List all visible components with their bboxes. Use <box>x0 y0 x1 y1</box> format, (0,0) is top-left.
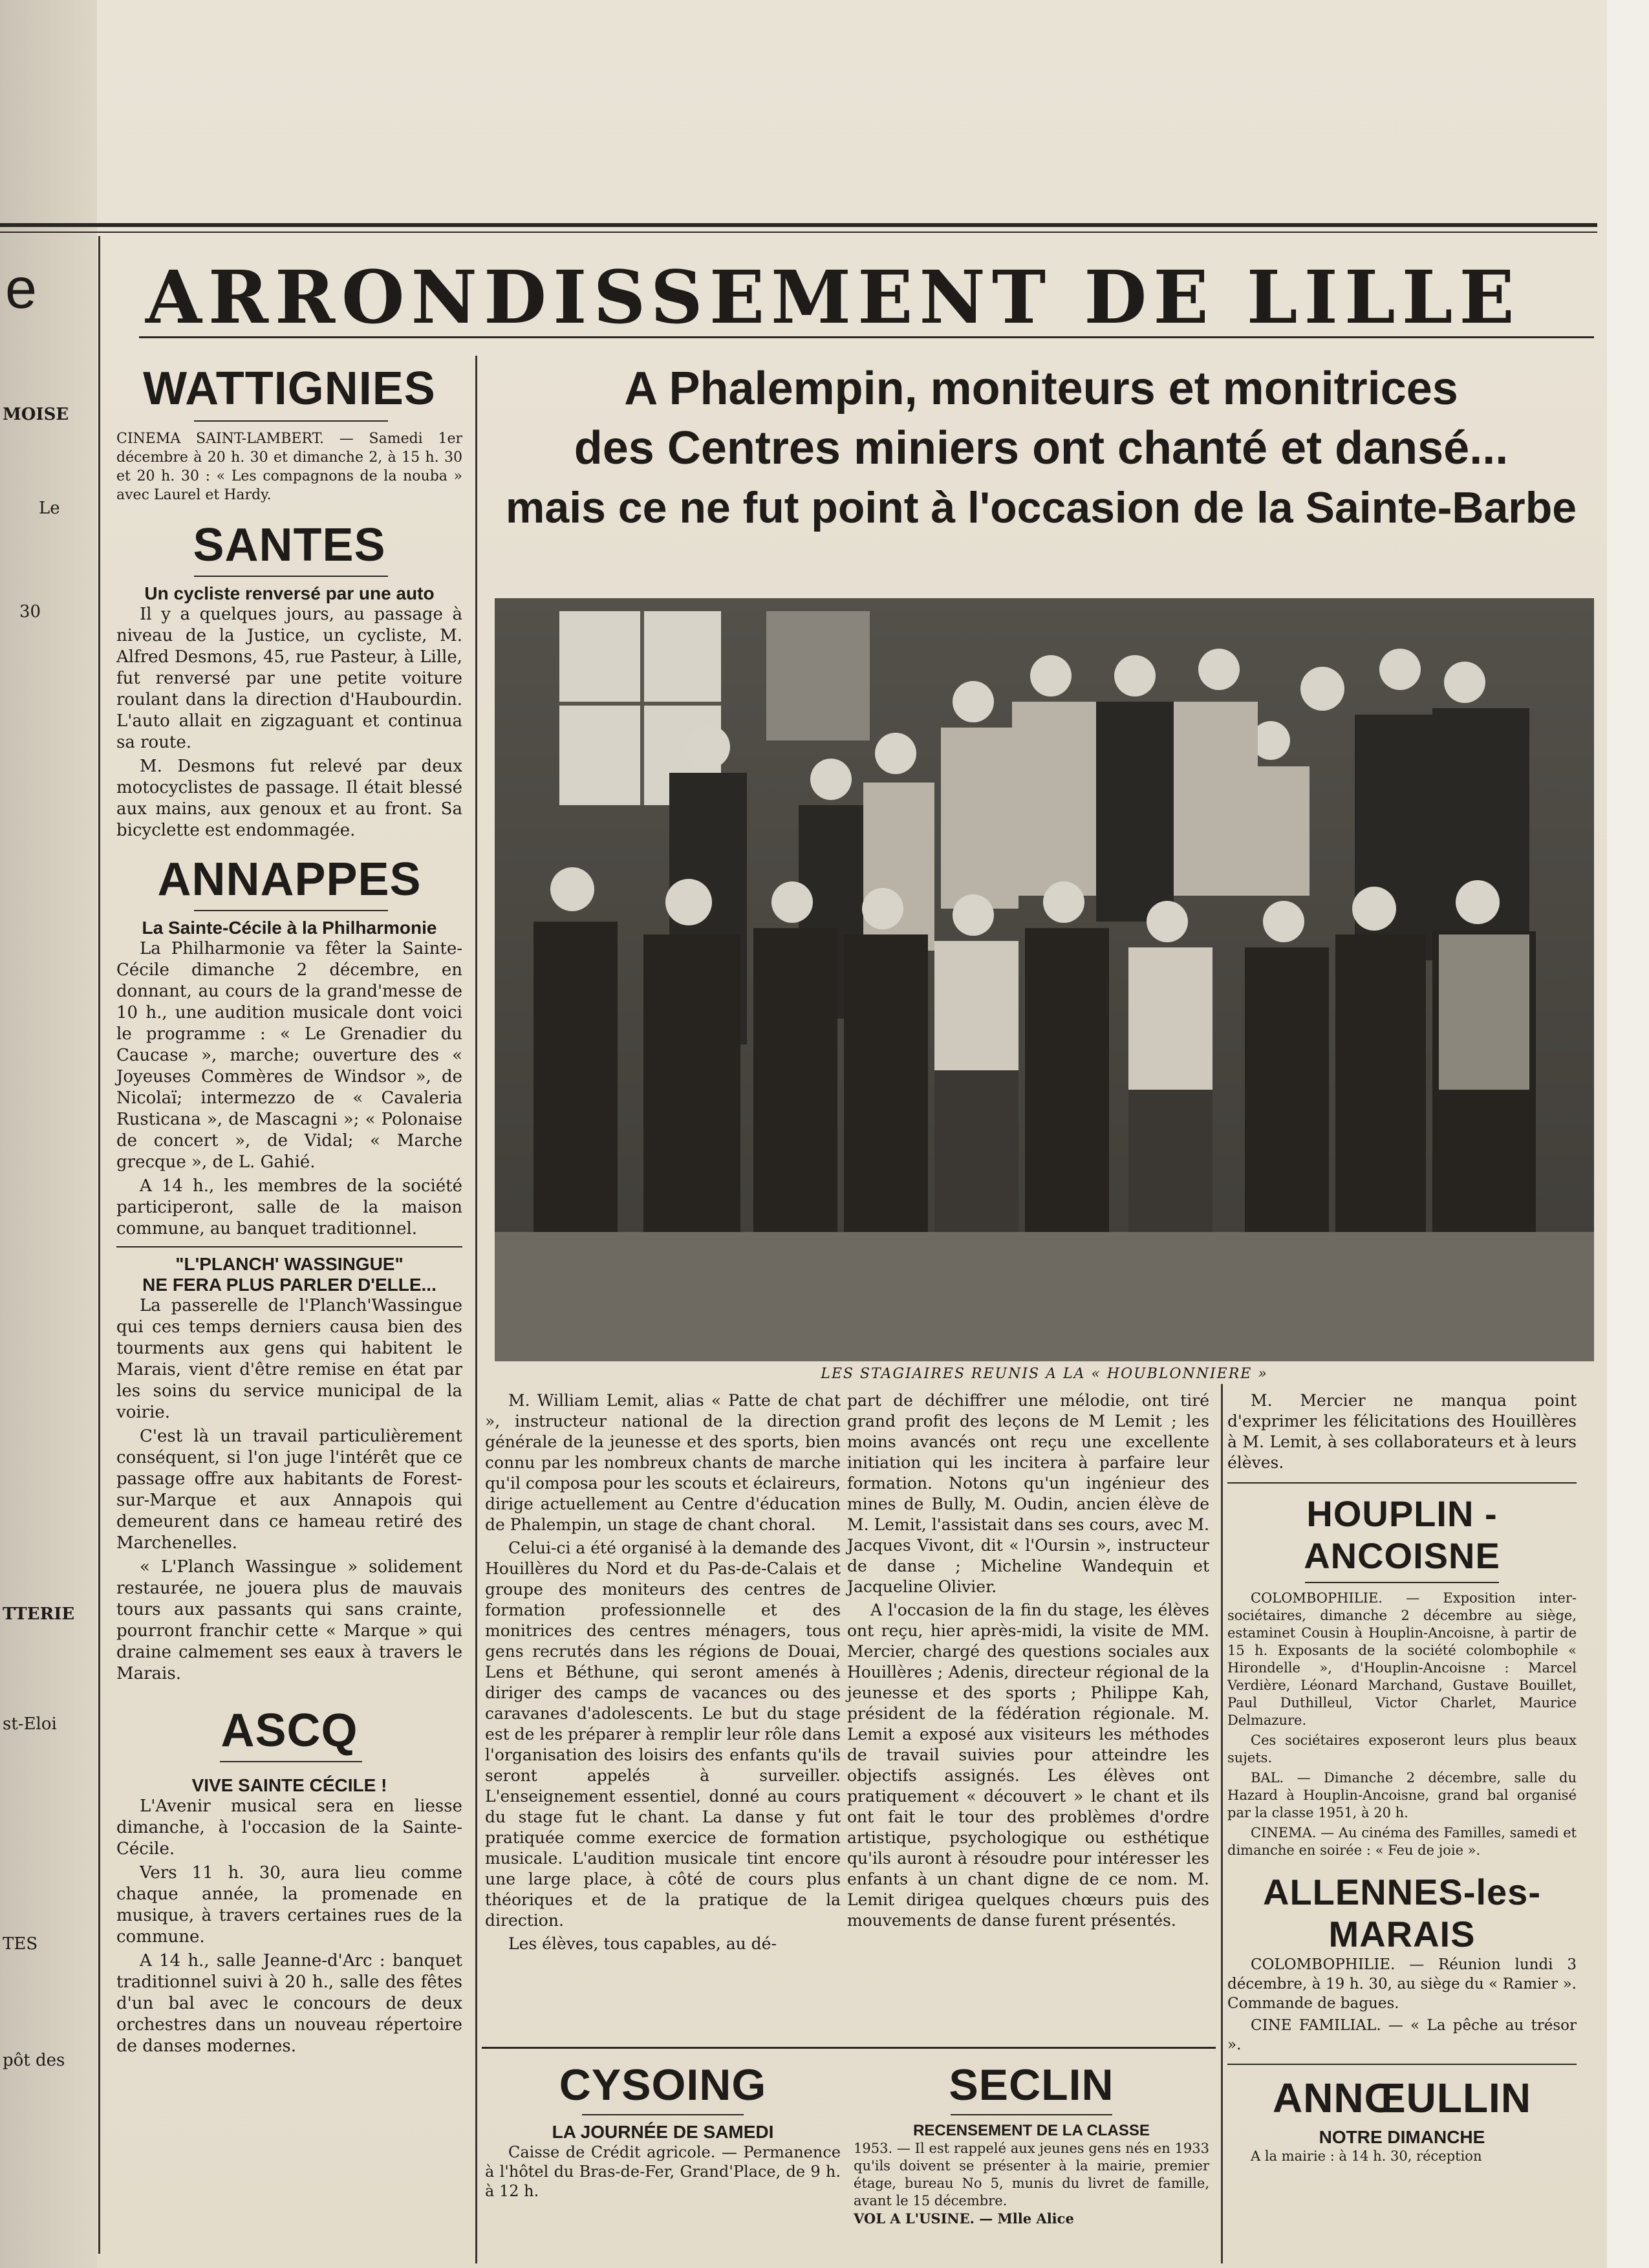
paragraph: part de déchiffrer une mélodie, ont tiré grand profit des leçons de M Lemit ; les moins avancés ont reçu une excellente initiation qui les incitera à parfaire leur formation. Notons qu'un ingénieur des mines de Bully, M. Oudin, ancien élève de M. Lemit, l'assistait dans ses cours, avec M. Jacques Vivont, dit « l'Oursin », instructeur de danse ; Micheline Wandequin et Jacqueline Olivier. <box>847 1391 1209 1596</box>
left-column <box>116 362 462 2060</box>
allennes-body <box>1227 1955 1577 2055</box>
heading-rule <box>194 910 388 911</box>
paragraph: BAL. — Dimanche 2 décembre, salle du Hazard à Houplin-Ancoisne, grand bal organisé par la classe 1951, à 20 h. <box>1227 1770 1577 1820</box>
left-margin-fragment: 30 <box>19 602 41 621</box>
paragraph: COLOMBOPHILIE. — Réunion lundi 3 décembre, à 19 h. 30, au siège du « Ramier ». Commande de bagues. <box>1227 1956 1577 2012</box>
ascq-body <box>116 1796 462 2057</box>
paragraph: C'est là un travail particulièrement conséquent, si l'on juge l'intérêt que ce passage offre aux habitants de Forest-sur-Marque et aux Annapois qui demeurent dans ce hameau retiré des Marchenelles. <box>116 1427 462 1553</box>
left-margin-fragment: e <box>5 256 37 320</box>
heading-rule <box>194 420 388 422</box>
article-col-2 <box>847 1390 1209 1934</box>
article-col-1 <box>485 1390 841 1957</box>
paragraph: M. Desmons fut relevé par deux motocyclistes de passage. Il était blessé aux mains, aux genoux et au front. Sa bicyclette est endommagée. <box>116 757 462 840</box>
left-margin-fragment: pôt des <box>3 2051 65 2070</box>
santes-body <box>116 604 462 841</box>
seclin-block <box>854 2060 1209 2227</box>
cysoing-text: Caisse de Crédit agricole. — Permanence à l'hôtel du Bras-de-Fer, Grand'Place, de 9 h. à 12 h. <box>485 2143 841 2200</box>
paragraph: La Philharmonie va fêter la Sainte-Cécile dimanche 2 décembre, en donnant, au cours de la grand'messe de 10 h., une audition musicale dont voici le programme : « Le Grenadier du Caucase », marche; ouverture des « Joyeuses Commères de Windsor », de Nicolaï; intermezzo de « Cavaleria Rusticana », de Mascagni »; « Polonaise de concert », de Vidal; « Marche grecque », de L. Gahié. <box>116 939 462 1172</box>
top-rule <box>0 223 1597 227</box>
heading-rule <box>194 576 388 577</box>
annappes-body <box>116 938 462 1240</box>
column-divider <box>1221 1384 1223 2263</box>
left-margin-fragment: TTERIE <box>3 1604 75 1624</box>
headline-line-2: des Centres miniers ont chanté et dansé... <box>574 422 1509 474</box>
cysoing-subtitle: LA JOURNÉE DE SAMEDI <box>552 2122 774 2142</box>
paragraph: COLOMBOPHILIE. — Exposition inter-sociétaires, dimanche 2 décembre au siège, estaminet Cousin à Houplin-Ancoisne, à partir de 15 h. Exposants de la société colombophile « Hirondelle », d'Houplin-Ancoisne : Marcel Verdière, Léonard Marchand, Gustave Bouillet, Paul Duthilleul, Victor Charlet, Maurice Delmazure. <box>1227 1590 1577 1728</box>
heading-rule <box>220 1761 362 1762</box>
town-heading-annoeullin: ANNŒULLIN <box>1272 2075 1532 2121</box>
main-headline <box>491 359 1591 537</box>
town-heading-houplin: HOUPLIN - ANCOISNE <box>1304 1493 1500 1576</box>
heading-rule <box>1305 1582 1499 1583</box>
paragraph: Ces sociétaires exposeront leurs plus beaux sujets. <box>1227 1733 1577 1766</box>
heading-rule <box>582 2114 744 2115</box>
paragraph: L'Avenir musical sera en liesse dimanche, à l'occasion de la Sainte-Cécile. <box>116 1797 462 1859</box>
article-separator <box>1227 1482 1577 1484</box>
left-margin-fragment: MOISE <box>3 405 69 424</box>
town-heading-santes: SANTES <box>193 519 386 571</box>
left-margin-fragment: st-Eloi <box>3 1714 57 1734</box>
photo-caption: LES STAGIAIRES REUNIS A LA « HOUBLONNIERE » <box>821 1366 1268 1382</box>
left-margin-fragment: Le <box>39 499 60 518</box>
paragraph: Celui-ci a été organisé à la demande des Houillères du Nord et du Pas-de-Calais et groupe des moniteurs des centres de formation professionnelle et des monitrices des centres ménagers, tous gens recrutés dans les régions de Douai, Lens et Béthune, qui seront amenés à diriger des camps de vacances ou des caravanes d'adolescents. Le but du stage est de les préparer à remplir leur rôle dans l'organisation des loisirs des enfants qu'ils seront appelés à surveiller. L'enseignement essentiel, donné au cours du stage fut le chant. La danse y fut pratiquée comme exercice de formation musicale. L'audition musicale tint encore une large place, à côté de cours plus théoriques et de la pratique de la direction. <box>485 1539 841 1930</box>
group-photo <box>495 598 1594 1361</box>
town-heading-annappes: ANNAPPES <box>157 854 422 905</box>
section-title: ARRONDISSEMENT DE LILLE <box>146 255 1521 340</box>
planch-subtitle-1: "L'PLANCH' WASSINGUE" <box>175 1254 404 1274</box>
column-divider <box>475 356 477 2263</box>
paragraph: « L'Planch Wassingue » solidement restaurée, ne jouera plus de mauvais tours aux passants qui sans crainte, pourront franchir cette « Marque » qui draine calmement ses eaux à travers le Marais. <box>116 1557 462 1683</box>
paragraph: Vers 11 h. 30, aura lieu comme chaque année, la promenade en musique, à travers certaines rues de la commune. <box>116 1863 462 1947</box>
headline-line-3: mais ce ne fut point à l'occasion de la Sainte-Barbe <box>505 483 1577 532</box>
planch-subtitle-2: NE FERA PLUS PARLER D'ELLE... <box>142 1275 436 1295</box>
top-rule-thin <box>0 232 1597 233</box>
town-heading-ascq: ASCQ <box>221 1705 358 1756</box>
town-heading-wattignies: WATTIGNIES <box>143 363 436 415</box>
paragraph: CINE FAMILIAL. — « La pêche au trésor ». <box>1227 2017 1577 2053</box>
ascq-subtitle: VIVE SAINTE CÉCILE ! <box>191 1775 387 1795</box>
planch-body <box>116 1295 462 1685</box>
seclin-text-2: VOL A L'USINE. — Mlle Alice <box>854 2210 1074 2227</box>
paragraph: M. William Lemit, alias « Patte de chat », instructeur national de la direction générale de la jeunesse et des sports, bien connu par les nombreux chants de marche qu'il composa pour les scouts et éclaireurs, dirige actuellement au Centre d'éducation de Phalempin, un stage de chant choral. <box>485 1391 841 1534</box>
santes-subtitle: Un cycliste renversé par une auto <box>144 583 435 603</box>
heading-rule <box>951 2114 1112 2115</box>
town-heading-allennes: ALLENNES-les-MARAIS <box>1263 1872 1541 1954</box>
paragraph: Il y a quelques jours, au passage à niveau de la Justice, un cycliste, M. Alfred Desmons, 45, rue Pasteur, à Lille, fut renversé par une petite voiture roulant dans la direction d'Haubourdin. L'auto allait en zigzaguant et continua sa route. <box>116 605 462 752</box>
town-heading-cysoing: CYSOING <box>559 2060 767 2110</box>
column-divider <box>98 236 100 2254</box>
article-col-3: M. Mercier ne manqua point d'exprimer les félicitations des Houillères à M. Lemit, à ses collaborateurs et à leurs élèves. <box>1227 1391 1577 1472</box>
headline-line-1: A Phalempin, moniteurs et monitrices <box>624 363 1458 415</box>
paragraph: La passerelle de l'Planch'Wassingue qui ces temps derniers causa bien des tourments aux gens qui habitent le Marais, vient d'être remise en état par les soins du service municipal de la voirie. <box>116 1296 462 1422</box>
paragraph: Les élèves, tous capables, au dé- <box>508 1934 777 1953</box>
houplin-body <box>1227 1590 1577 1859</box>
annappes-subtitle: La Sainte-Cécile à la Philharmonie <box>142 918 437 938</box>
seclin-subtitle: RECENSEMENT DE LA CLASSE <box>913 2122 1150 2139</box>
article-separator <box>482 2047 1216 2049</box>
right-column <box>1227 1390 1577 2165</box>
annoeullin-subtitle: NOTRE DIMANCHE <box>1319 2127 1485 2147</box>
cysoing-block <box>485 2060 841 2201</box>
seclin-text: 1953. — Il est rappelé aux jeunes gens nés en 1933 qu'ils doivent se présenter à la mairie, premier étage, bureau No 5, munis du livret de famille, avant le 15 décembre. <box>854 2141 1209 2209</box>
annoeullin-text: A la mairie : à 14 h. 30, réception <box>1251 2148 1482 2164</box>
wattignies-text: CINEMA SAINT-LAMBERT. — Samedi 1er décembre à 20 h. 30 et dimanche 2, à 15 h. 30 et 20 h. 30 : « Les compagnons de la nouba » avec Laurel et Hardy. <box>116 431 462 503</box>
left-margin-strip <box>0 0 97 2268</box>
paragraph: A 14 h., salle Jeanne-d'Arc : banquet traditionnel suivi à 20 h., salle des fêtes d'un bal avec le concours de deux orchestres dans un nouveau répertoire de danses modernes. <box>116 1951 462 2056</box>
article-separator <box>1227 2064 1577 2065</box>
paragraph: CINEMA. — Au cinéma des Familles, samedi et dimanche en soirée : « Feu de joie ». <box>1227 1825 1577 1858</box>
article-separator <box>116 1246 462 1247</box>
town-heading-seclin: SECLIN <box>949 2060 1114 2110</box>
left-margin-fragment: TES <box>3 1934 38 1954</box>
paragraph: A 14 h., les membres de la société participeront, salle de la maison commune, au banquet traditionnel. <box>116 1176 462 1238</box>
paragraph: A l'occasion de la fin du stage, les élèves ont reçu, hier après-midi, la visite de MM. Mercier, chargé des questions sociales aux Houillères ; Adenis, directeur régional de la jeunesse et des sports ; Philippe Kah, président de la fédération régionale. M. Lemit a exposé aux visiteurs les méthodes de travail suivies pour atteindre les objectifs assignés. Les élèves ont pratiquement « découvert » le chant et ils ont fait le tour des problèmes d'ordre artistique, psychologique ou esthétique qu'ils auront à résoudre pour intéresser les enfants à un chant digne de ce nom. M. Lemit dirigea quelques chœurs puis des mouvements de danse furent présentés. <box>847 1601 1209 1930</box>
group-photo-art <box>495 598 1594 1361</box>
